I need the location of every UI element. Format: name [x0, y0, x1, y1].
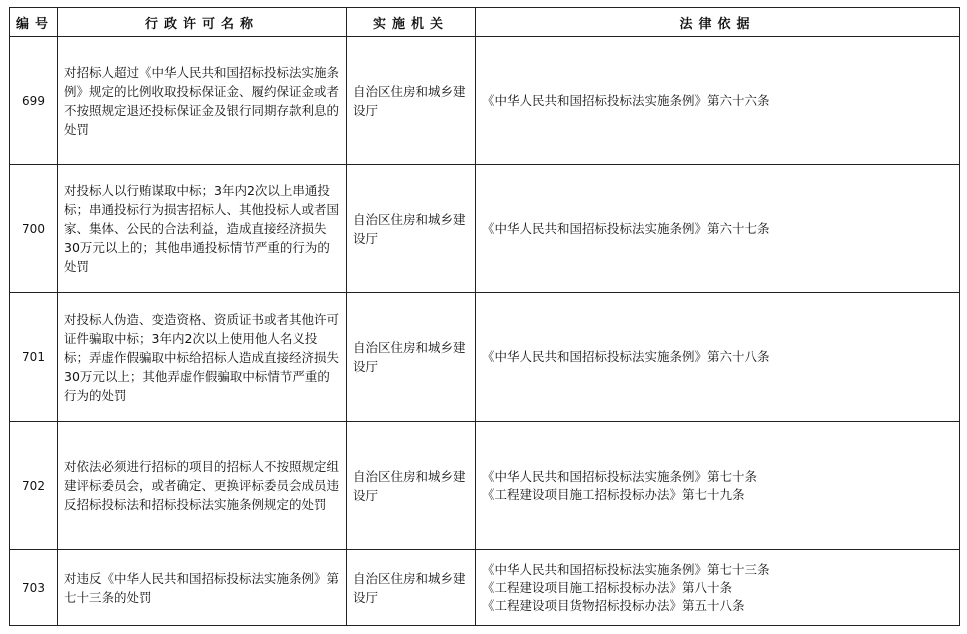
basis-line: 《中华人民共和国招标投标法实施条例》第七十条	[482, 468, 758, 484]
row-basis	[476, 37, 960, 165]
header-basis: 法律依据	[476, 8, 960, 37]
row-agency: 自治区住房和城乡建设厅	[347, 422, 476, 550]
penalty-table	[9, 7, 960, 626]
basis-line: 《中华人民共和国招标投标法实施条例》第六十六条	[482, 92, 770, 108]
row-name: 对招标人超过《中华人民共和国招标投标法实施条例》规定的比例收取投标保证金、履约保证金或者不按照规定退还投标保证金及银行同期存款利息的处罚	[58, 37, 347, 165]
row-agency: 自治区住房和城乡建设厅	[347, 37, 476, 165]
row-name: 对依法必须进行招标的项目的招标人不按照规定组建评标委员会，或者确定、更换评标委员会成员违反招标投标法和招标投标法实施条例规定的处罚	[58, 422, 347, 550]
row-name: 对投标人以行贿谋取中标；3年内2次以上串通投标；串通投标行为损害招标人、其他投标人或者国家、集体、公民的合法利益，造成直接经济损失30万元以上的；其他串通投标情节严重的行为的处罚	[58, 165, 347, 293]
row-agency: 自治区住房和城乡建设厅	[347, 165, 476, 293]
row-basis	[476, 550, 960, 626]
basis-line: 《工程建设项目施工招标投标办法》第七十九条	[482, 486, 745, 502]
row-number: 703	[10, 550, 58, 626]
basis-line: 《中华人民共和国招标投标法实施条例》第七十三条	[482, 561, 770, 577]
row-basis	[476, 422, 960, 550]
row-agency: 自治区住房和城乡建设厅	[347, 550, 476, 626]
header-agency: 实施机关	[347, 8, 476, 37]
row-number: 702	[10, 422, 58, 550]
table-row	[10, 165, 960, 293]
table-row	[10, 550, 960, 626]
basis-line: 《工程建设项目施工招标投标办法》第八十条	[482, 579, 733, 595]
header-row	[10, 8, 960, 37]
basis-line: 《中华人民共和国招标投标法实施条例》第六十八条	[482, 349, 770, 364]
table-row	[10, 422, 960, 550]
basis-line: 《工程建设项目货物招标投标办法》第五十八条	[482, 597, 745, 613]
table-row	[10, 293, 960, 422]
row-name: 对投标人伪造、变造资格、资质证书或者其他许可证件骗取中标；3年内2次以上使用他人名义投标；弄虚作假骗取中标给招标人造成直接经济损失30万元以上；其他弄虚作假骗取中标情节严重的行为的处罚	[58, 293, 347, 422]
row-basis	[476, 293, 960, 422]
row-number: 700	[10, 165, 58, 293]
basis-line: 《中华人民共和国招标投标法实施条例》第六十七条	[482, 220, 770, 236]
row-agency: 自治区住房和城乡建设厅	[347, 293, 476, 422]
row-number: 699	[10, 37, 58, 165]
row-basis	[476, 165, 960, 293]
row-number: 701	[10, 293, 58, 422]
row-name: 对违反《中华人民共和国招标投标法实施条例》第七十三条的处罚	[58, 550, 347, 626]
header-name: 行政许可名称	[58, 8, 347, 37]
table-row	[10, 37, 960, 165]
header-number: 编号	[10, 8, 58, 37]
